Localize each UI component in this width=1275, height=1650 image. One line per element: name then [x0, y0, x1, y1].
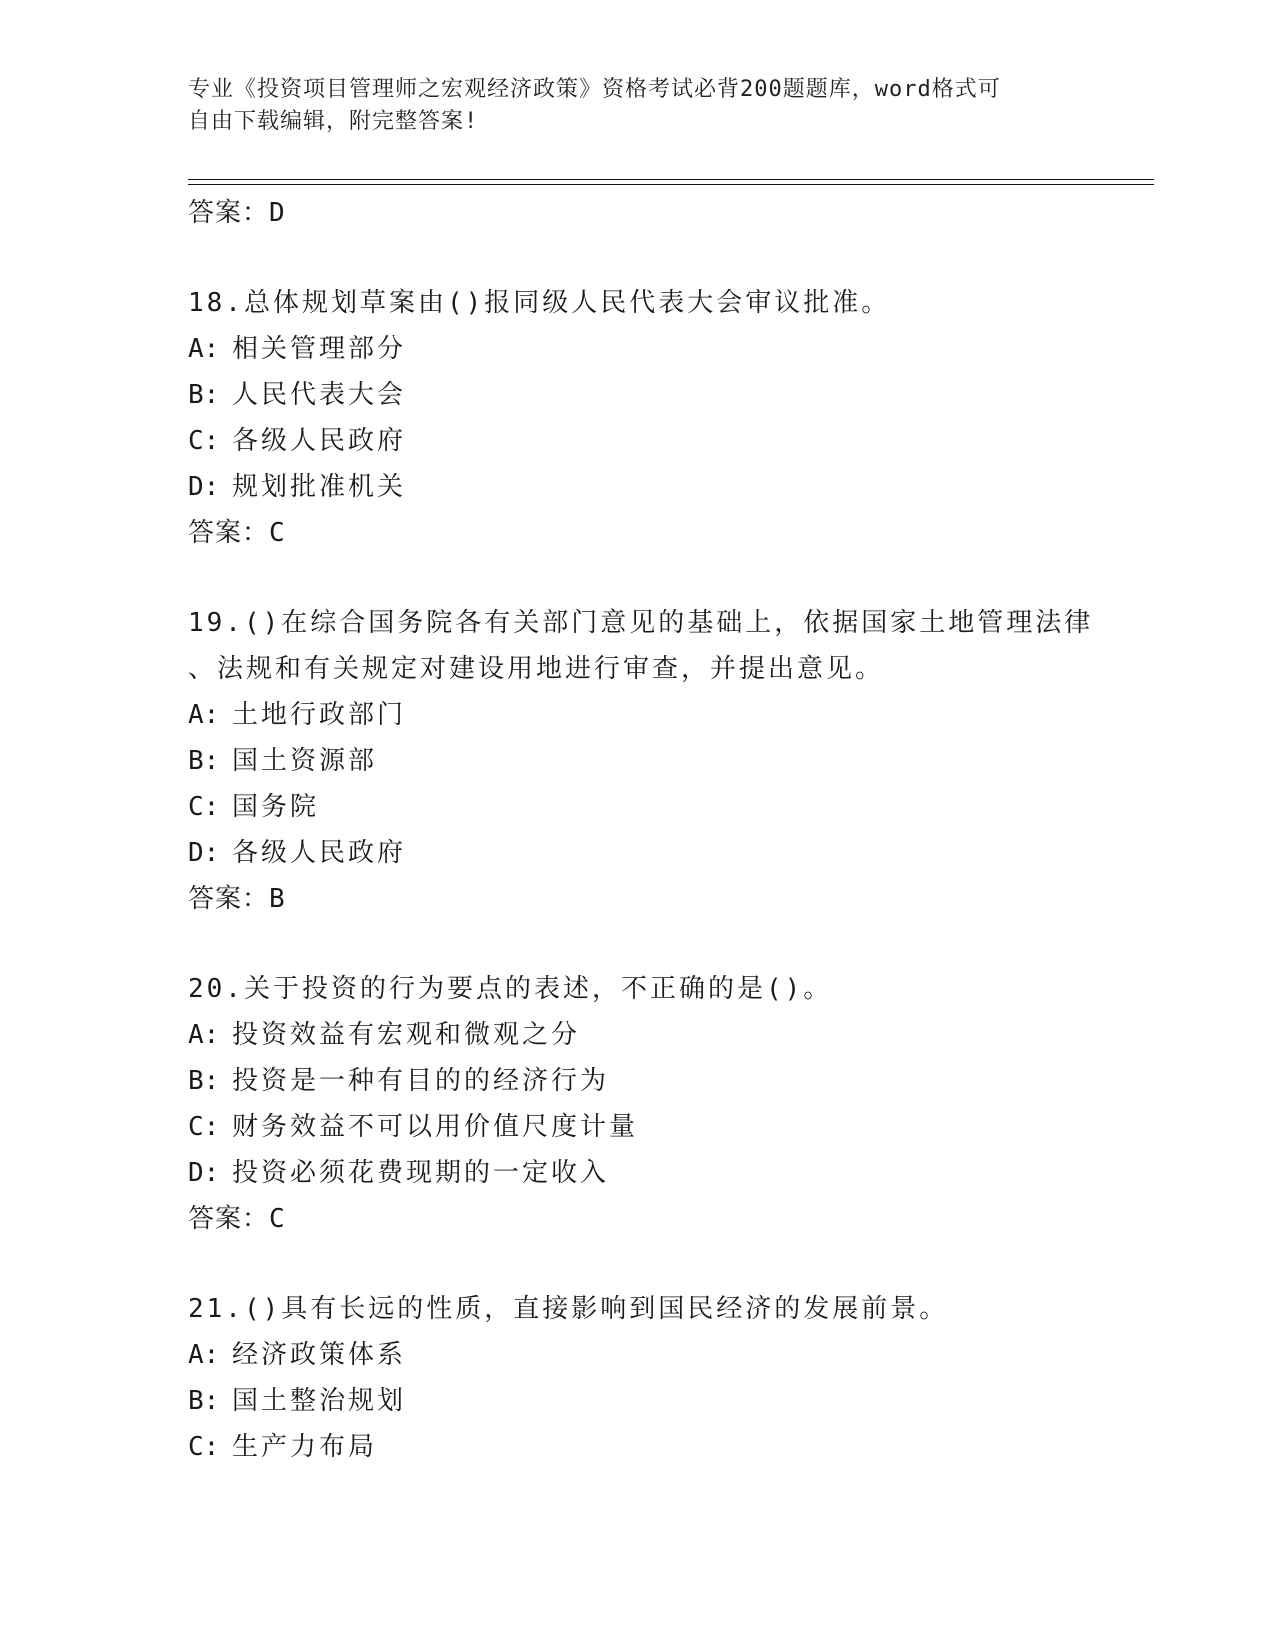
option-key: C:	[188, 792, 220, 822]
option-text: 国土资源部	[232, 746, 378, 776]
option-key: B:	[188, 1386, 220, 1416]
answer-value: D	[269, 198, 286, 228]
option-text: 财务效益不可以用价值尺度计量	[232, 1112, 639, 1142]
option-text: 投资必须花费现期的一定收入	[232, 1158, 610, 1188]
answer-line	[188, 876, 1088, 922]
question-block	[188, 280, 1088, 556]
option-key: A:	[188, 1020, 220, 1050]
option-key: C:	[188, 426, 220, 456]
option-a	[188, 1332, 1088, 1378]
spacer	[188, 1242, 1088, 1286]
option-a	[188, 692, 1088, 738]
spacer	[188, 236, 1088, 280]
answer-line	[188, 190, 1088, 236]
option-text: 生产力布局	[232, 1432, 378, 1462]
option-text: 各级人民政府	[232, 838, 407, 868]
answer-label: 答案：	[188, 1204, 270, 1234]
question-text: 21.()具有长远的性质，直接影响到国民经济的发展前景。	[188, 1294, 949, 1324]
question-text: 19.()在综合国务院各有关部门意见的基础上，依据国家土地管理法律	[188, 608, 1094, 638]
answer-value: C	[269, 518, 286, 548]
answer-line	[188, 510, 1088, 556]
question-list	[188, 190, 1094, 1470]
answer-label: 答案：	[188, 518, 270, 548]
question-block	[188, 600, 1094, 922]
option-key: B:	[188, 746, 220, 776]
option-key: C:	[188, 1432, 220, 1462]
document-header	[188, 74, 1088, 138]
option-key: A:	[188, 334, 220, 364]
answer-label: 答案：	[188, 198, 270, 228]
header-divider-bottom	[188, 184, 1154, 185]
answer-value: B	[269, 884, 286, 914]
option-key: B:	[188, 1066, 220, 1096]
option-a	[188, 1012, 1088, 1058]
option-key: A:	[188, 1340, 220, 1370]
question-block	[188, 966, 1088, 1242]
option-c	[188, 1104, 1088, 1150]
header-line-2: 自由下载编辑，附完整答案!	[188, 109, 479, 134]
option-c	[188, 784, 1088, 830]
option-d	[188, 1150, 1088, 1196]
option-text: 相关管理部分	[232, 334, 407, 364]
option-text: 规划批准机关	[232, 472, 407, 502]
header-divider-top	[188, 179, 1154, 180]
option-text: 经济政策体系	[232, 1340, 407, 1370]
option-text: 土地行政部门	[232, 700, 407, 730]
option-text: 国务院	[232, 792, 320, 822]
answer-value: C	[269, 1204, 286, 1234]
option-b	[188, 1378, 1088, 1424]
option-key: D:	[188, 472, 220, 502]
option-text: 人民代表大会	[232, 380, 407, 410]
option-text: 各级人民政府	[232, 426, 407, 456]
option-text: 投资是一种有目的的经济行为	[232, 1066, 610, 1096]
answer-label: 答案：	[188, 884, 270, 914]
answer-line	[188, 1196, 1088, 1242]
option-b	[188, 1058, 1088, 1104]
option-d	[188, 830, 1088, 876]
option-c	[188, 418, 1088, 464]
option-b	[188, 738, 1088, 784]
option-key: B:	[188, 380, 220, 410]
question-text-continued: 、法规和有关规定对建设用地进行审查，并提出意见。	[188, 654, 885, 684]
option-key: D:	[188, 1158, 220, 1188]
spacer	[188, 922, 1088, 966]
option-key: A:	[188, 700, 220, 730]
option-text: 投资效益有宏观和微观之分	[232, 1020, 581, 1050]
option-text: 国土整治规划	[232, 1386, 407, 1416]
question-block	[188, 1286, 1088, 1470]
spacer	[188, 556, 1088, 600]
header-line-1: 专业《投资项目管理师之宏观经济政策》资格考试必背200题题库，word格式可	[188, 77, 1001, 102]
option-a	[188, 326, 1088, 372]
option-b	[188, 372, 1088, 418]
question-text: 18.总体规划草案由()报同级人民代表大会审议批准。	[188, 288, 891, 318]
option-d	[188, 464, 1088, 510]
question-text: 20.关于投资的行为要点的表述，不正确的是()。	[188, 974, 833, 1004]
option-c	[188, 1424, 1088, 1470]
option-key: D:	[188, 838, 220, 868]
option-key: C:	[188, 1112, 220, 1142]
